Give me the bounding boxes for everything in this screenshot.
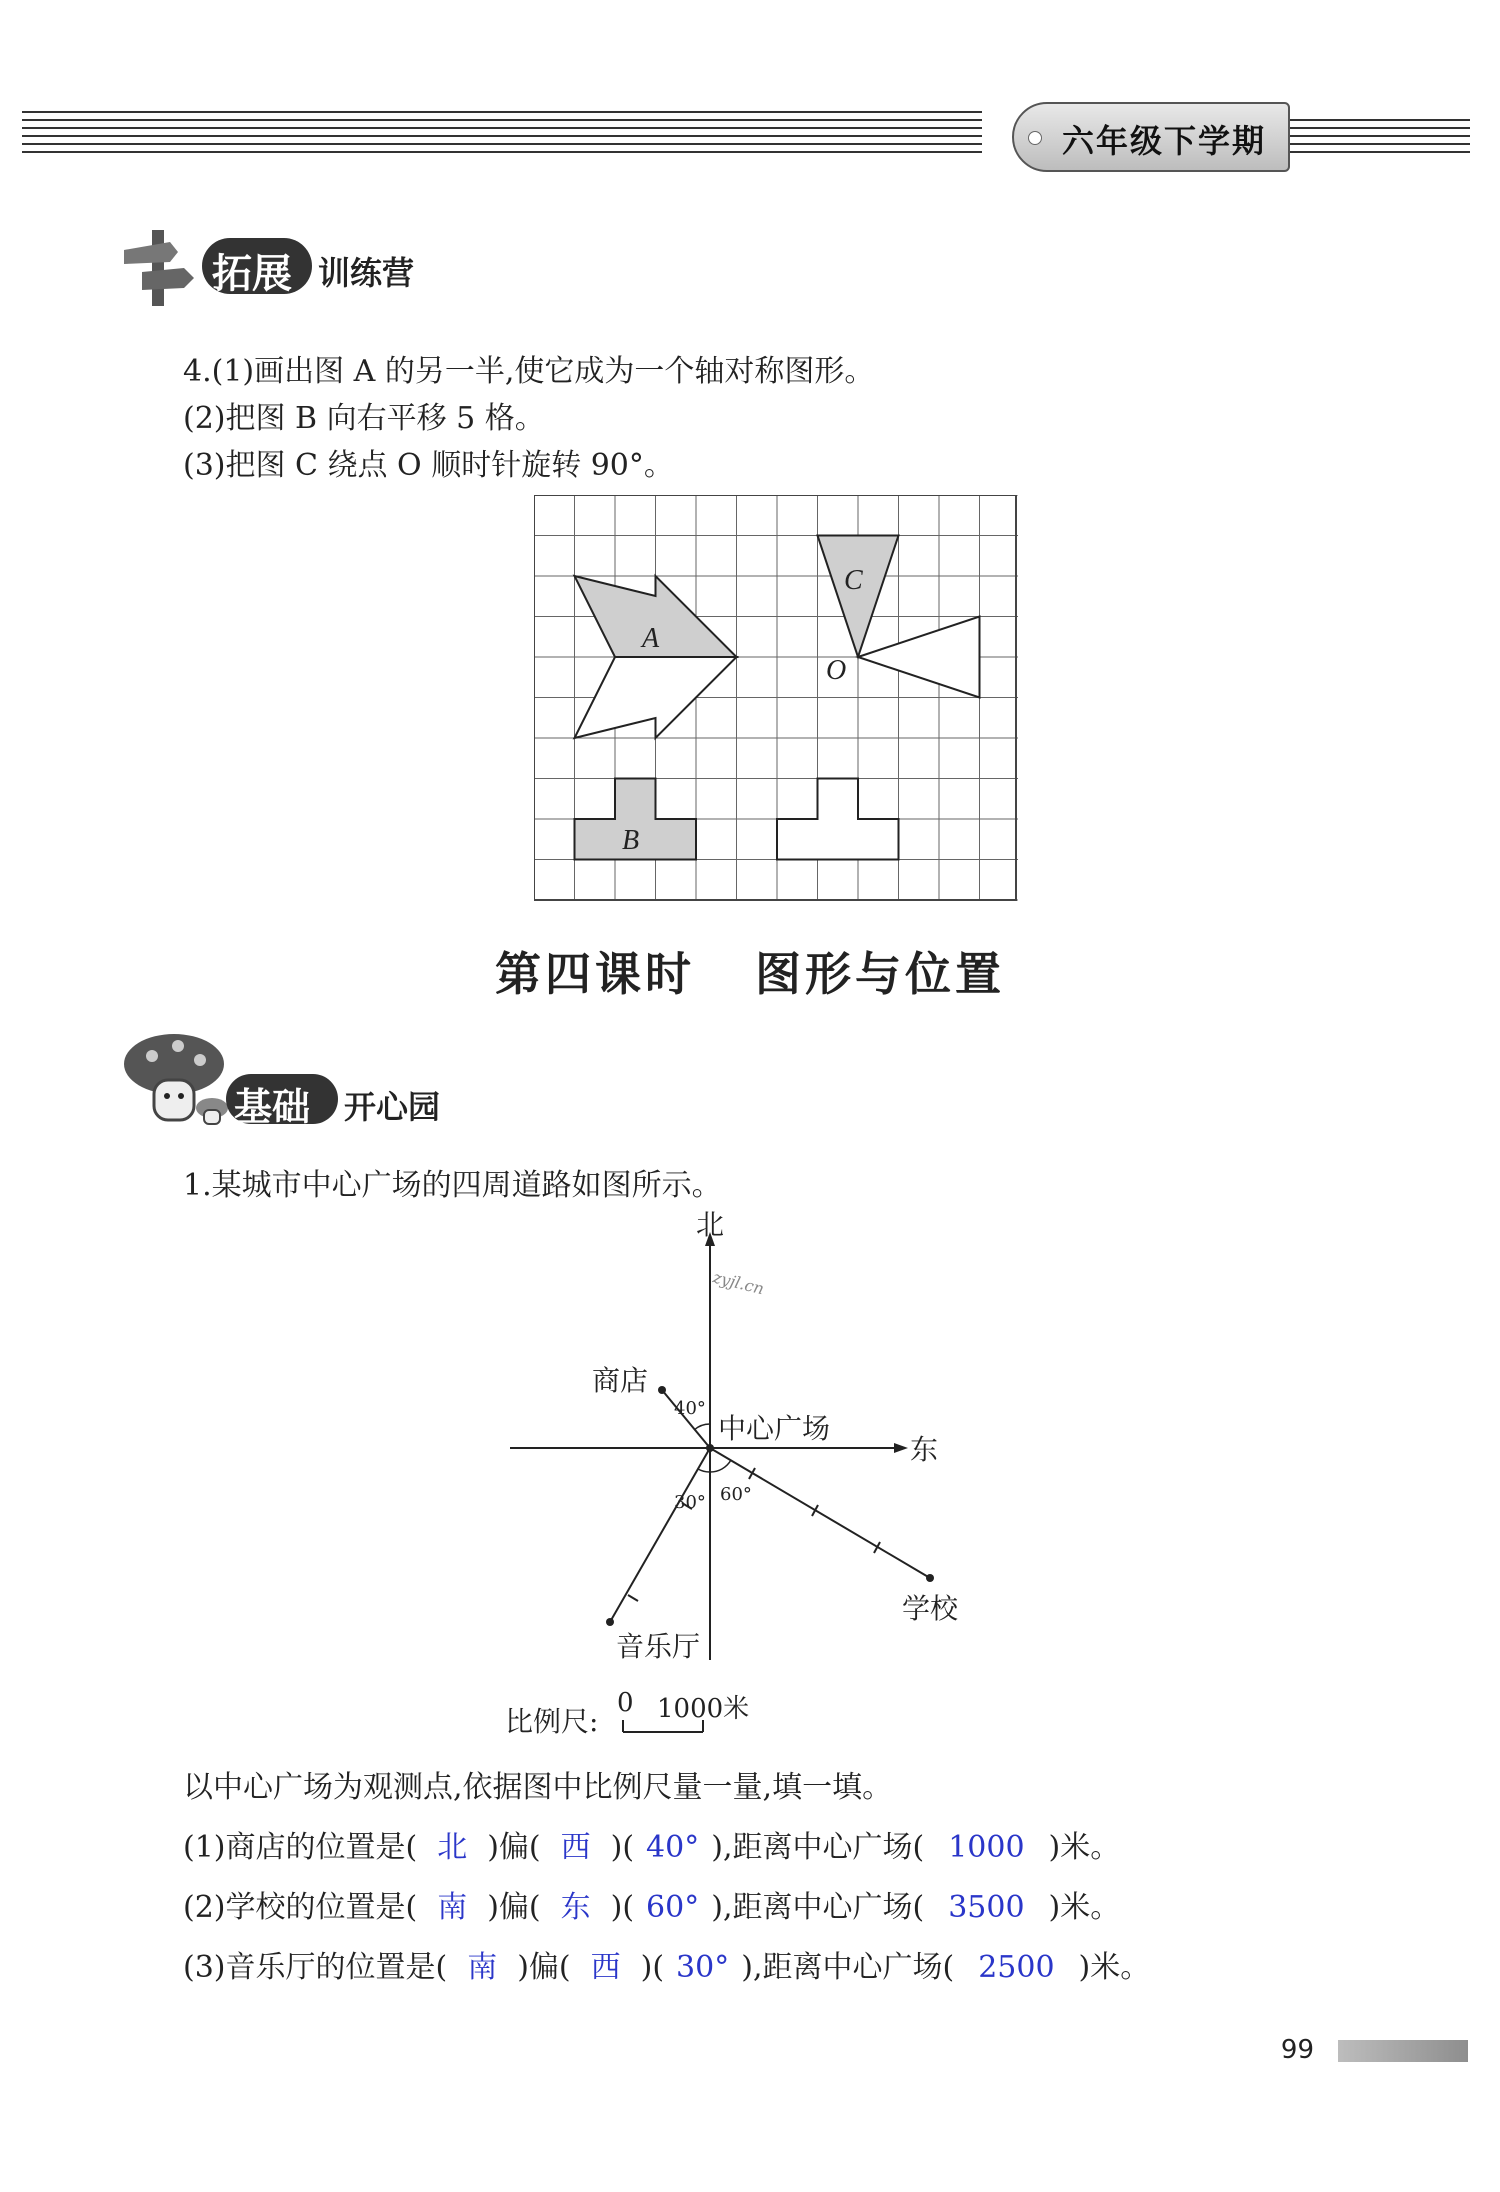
item-prefix: (1)商店的位置是( (183, 1830, 418, 1865)
shop-label: 商店 (592, 1364, 649, 1397)
lesson-title: 第四课时 图形与位置 (494, 947, 1005, 1001)
scale-ruler (621, 1718, 731, 1738)
q1-intro: 1.某城市中心广场的四周道路如图所示。 (183, 1168, 722, 1203)
header-rule-lines (22, 108, 982, 160)
tab-dot-icon (1028, 131, 1042, 145)
label-a: A (642, 623, 660, 654)
figure-b-translated (777, 779, 899, 860)
label-c: C (844, 565, 863, 596)
item-mid3: ),距离中心广场( (711, 1890, 925, 1925)
section-basic-title-small: 开心园 (344, 1088, 441, 1126)
hall-ray (610, 1448, 710, 1622)
answer-angle: 40° (646, 1830, 700, 1865)
item-suffix: )米。 (1078, 1950, 1151, 1985)
section-extension-title-big: 拓展 (212, 251, 292, 297)
hall-label: 音乐厅 (616, 1630, 701, 1663)
answer-dir2: 东 (560, 1890, 591, 1925)
page-number: 99 (1280, 2035, 1314, 2065)
q4-line1: 4.(1)画出图 A 的另一半,使它成为一个轴对称图形。 (183, 354, 875, 389)
q4-line3: (3)把图 C 绕点 O 顺时针旋转 90°。 (183, 448, 674, 483)
item-mid2: )( (610, 1830, 635, 1865)
grade-label: 六年级下学期 (1062, 122, 1267, 160)
mushroom-icon (122, 1030, 232, 1130)
q1-instruction: 以中心广场为观测点,依据图中比例尺量一量,填一填。 (183, 1770, 893, 1805)
item-mid2: )( (640, 1950, 665, 1985)
answer-angle: 60° (646, 1890, 700, 1925)
section-extension-title-small: 训练营 (318, 254, 415, 292)
answer-dir1: 南 (467, 1950, 498, 1985)
figure-c-rotated (858, 617, 980, 698)
scale-bar (505, 1688, 805, 1740)
north-label: 北 (696, 1210, 725, 1241)
header-rule-lines-right (1290, 108, 1470, 160)
scale-label: 比例尺: (505, 1705, 599, 1738)
school-label: 学校 (902, 1592, 959, 1625)
item-suffix: )米。 (1048, 1890, 1121, 1925)
item-mid3: ),距离中心广场( (711, 1830, 925, 1865)
angle-hall-label: 30° (674, 1492, 706, 1513)
center-label: 中心广场 (718, 1412, 831, 1445)
grade-tab (1012, 102, 1290, 172)
answer-distance: 1000 (948, 1830, 1025, 1865)
section-basic-header (122, 1030, 452, 1130)
answer-distance: 3500 (948, 1890, 1025, 1925)
east-label: 东 (910, 1433, 939, 1466)
figure-c-shaded (818, 536, 899, 658)
scale-value: 1000米 (657, 1694, 750, 1724)
item-mid3: ),距离中心广场( (741, 1950, 955, 1985)
section-basic-title-big: 基础 (234, 1085, 311, 1129)
q4-grid-figure (534, 495, 1018, 905)
signpost-icon (122, 228, 202, 308)
answer-dir2: 西 (590, 1950, 621, 1985)
scale-zero: 0 (617, 1688, 634, 1718)
watermark: zyjl.cn (711, 1267, 766, 1299)
q1-direction-map (500, 1210, 1020, 1770)
item-mid1: )偏( (517, 1950, 571, 1985)
item-suffix: )米。 (1048, 1830, 1121, 1865)
answer-angle: 30° (676, 1950, 730, 1985)
item-mid2: )( (610, 1890, 635, 1925)
item-prefix: (3)音乐厅的位置是( (183, 1950, 448, 1985)
page-number-bar (1338, 2040, 1468, 2062)
angle-school-label: 60° (720, 1484, 752, 1505)
school-ray (710, 1448, 930, 1578)
section-extension-header (122, 228, 442, 308)
answer-distance: 2500 (978, 1950, 1055, 1985)
answer-dir2: 西 (560, 1830, 591, 1865)
item-mid1: )偏( (487, 1830, 541, 1865)
q1-item-2 (183, 1882, 1120, 1926)
q1-item-3 (183, 1942, 1150, 1986)
answer-dir1: 北 (437, 1830, 468, 1865)
item-prefix: (2)学校的位置是( (183, 1890, 418, 1925)
q1-item-1 (183, 1822, 1120, 1866)
item-mid1: )偏( (487, 1890, 541, 1925)
answer-dir1: 南 (437, 1890, 468, 1925)
label-b: B (622, 825, 640, 856)
label-o: O (826, 655, 847, 686)
angle-shop-label: 40° (674, 1398, 706, 1419)
q4-line2: (2)把图 B 向右平移 5 格。 (183, 401, 545, 436)
